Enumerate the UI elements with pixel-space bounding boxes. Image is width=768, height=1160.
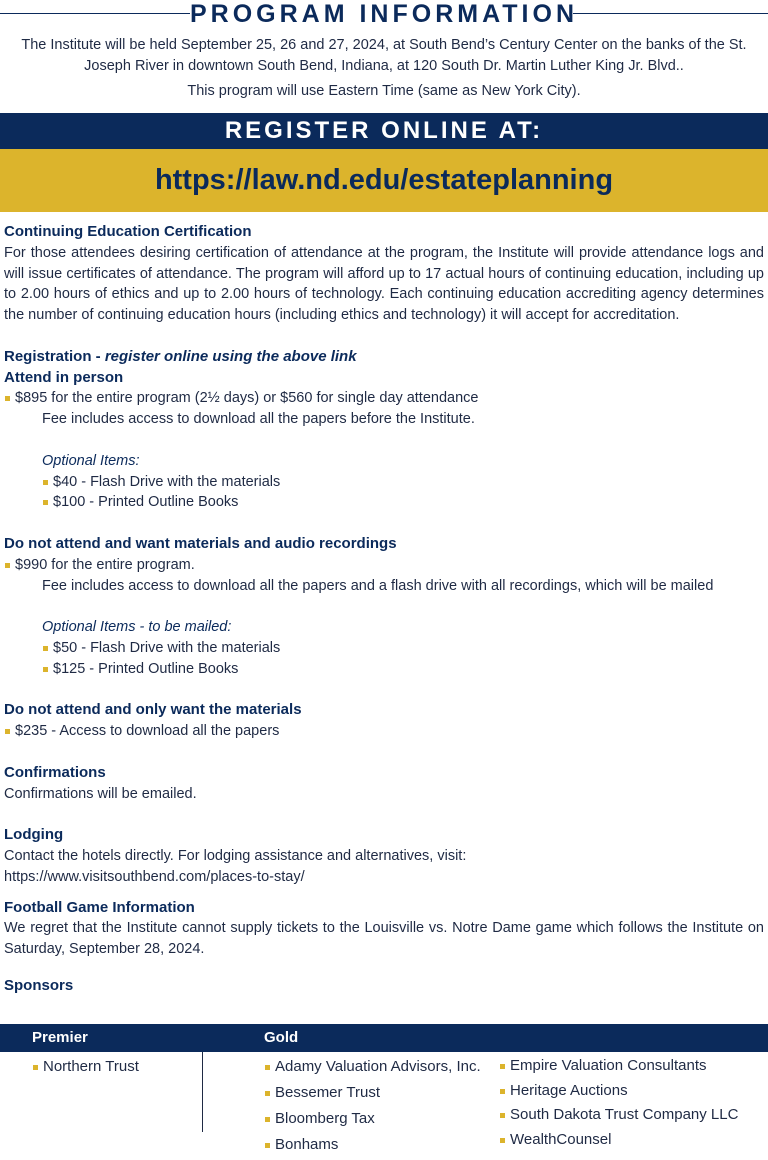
intro [4, 35, 764, 102]
confirmations-heading: Confirmations [4, 763, 106, 781]
list-item: South Dakota Trust Company LLC [499, 1104, 738, 1129]
register-url-banner [0, 149, 768, 212]
lodging-link[interactable]: https://www.visitsouthbend.com/places-to-stay/ [4, 868, 305, 885]
materials-price: $235 - Access to download all the papers [4, 721, 764, 742]
gold-list-2 [499, 1055, 738, 1153]
audio-price: $990 for the entire program. [4, 555, 764, 576]
sponsors-header-bar [0, 1024, 768, 1052]
materials-heading: Do not attend and only want the materials [4, 701, 302, 719]
audio-optional-label: Optional Items - to be mailed: [42, 619, 232, 636]
audio-heading: Do not attend and want materials and audio recordings [4, 534, 397, 552]
confirmations-body: Confirmations will be emailed. [4, 785, 197, 802]
list-item: Adamy Valuation Advisors, Inc. [264, 1056, 481, 1082]
list-item: Heritage Auctions [499, 1080, 738, 1105]
lodging-heading: Lodging [4, 826, 64, 844]
intro-timezone: This program will use Eastern Time (same as New York City). [187, 83, 581, 99]
gold-label: Gold [264, 1029, 299, 1046]
audio-note: Fee includes access to download all the papers and a flash drive with all recordings, which will be mailed [42, 577, 714, 594]
column-divider [202, 1052, 203, 1132]
ce-heading: Continuing Education Certification [4, 223, 252, 240]
attend-optional-label: Optional Items: [42, 452, 140, 469]
page-title: PROGRAM INFORMATION [189, 0, 578, 28]
intro-location: The Institute will be held September 25, 26 and 27, 2024, at South Bend’s Century Center on the banks of the St. Joseph River in downtown South Bend, Indiana, at 120 South Dr. Martin Luther King Jr. Blvd.. [21, 37, 747, 74]
registration-heading [4, 347, 764, 368]
main-content [4, 222, 764, 997]
list-item: WealthCounsel [499, 1129, 738, 1154]
gold-list-1 [264, 1056, 481, 1160]
lodging-body: Contact the hotels directly. For lodging assistance and alternatives, visit: [4, 847, 467, 864]
premier-label: Premier [32, 1029, 88, 1046]
ce-body: For those attendees desiring certification of attendance at the program, the Institute will provide attendance logs and will issue certificates of attendance. The program will afford up to 17 actual hours of continuing education, including up to 2.00 hours of ethics and up to 2.00 hours of technology. Each continuing education accrediting agency determines the number of continuing education hours (including ethics and technology) it will accept for accreditation. [4, 244, 764, 324]
register-banner: REGISTER ONLINE AT: [0, 113, 768, 149]
list-item: Northern Trust [32, 1056, 139, 1078]
registration-heading-note: register online using the above link [104, 347, 357, 365]
attend-heading: Attend in person [4, 368, 124, 386]
sponsors-table [0, 1024, 768, 1152]
list-item: $100 - Printed Outline Books [42, 492, 764, 513]
list-item: Bessemer Trust [264, 1082, 481, 1108]
title-bar [0, 0, 768, 28]
sponsors-heading: Sponsors [4, 976, 74, 994]
list-item: Empire Valuation Consultants [499, 1055, 738, 1080]
attend-note: Fee includes access to download all the papers before the Institute. [42, 411, 475, 428]
football-body: We regret that the Institute cannot supply tickets to the Louisville vs. Notre Dame game which follows the Institute on Saturday, September 28, 2024. [4, 920, 764, 958]
list-item: $125 - Printed Outline Books [42, 659, 764, 680]
list-item: $40 - Flash Drive with the materials [42, 472, 764, 493]
registration-heading-text: Registration - [4, 347, 105, 365]
list-item: Bonhams [264, 1134, 481, 1160]
register-link[interactable]: https://law.nd.edu/estateplanning [154, 164, 614, 196]
list-item: Bloomberg Tax [264, 1108, 481, 1134]
attend-price: $895 for the entire program (2½ days) or $560 for single day attendance [4, 388, 764, 409]
premier-list [32, 1056, 139, 1078]
football-heading: Football Game Information [4, 898, 195, 916]
list-item: $50 - Flash Drive with the materials [42, 638, 764, 659]
